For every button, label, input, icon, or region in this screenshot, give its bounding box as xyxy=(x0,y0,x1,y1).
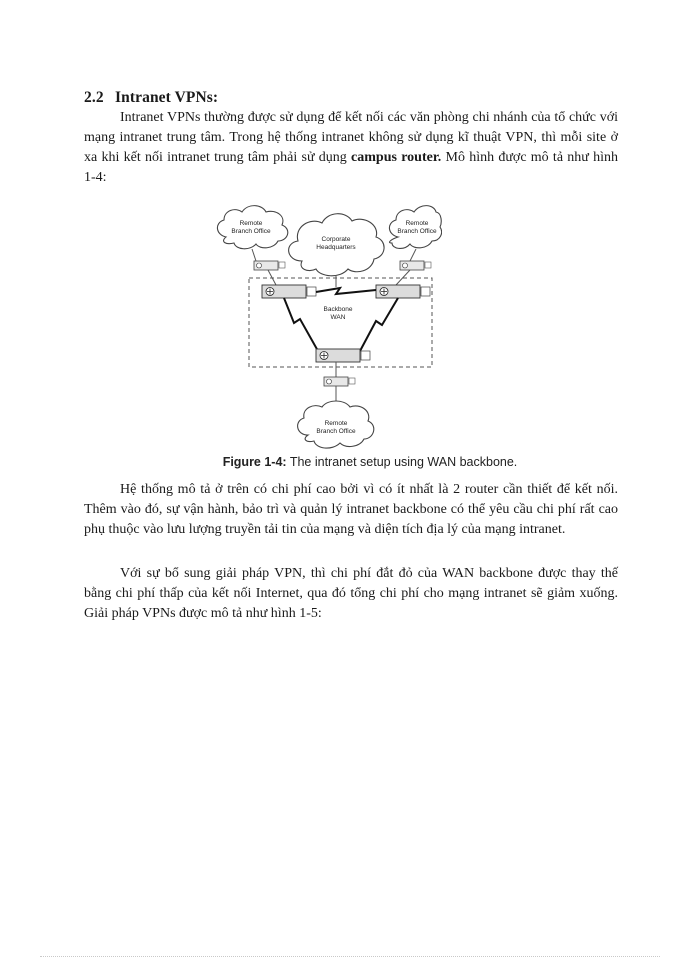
router-left xyxy=(262,285,316,298)
corporate-hq-cloud xyxy=(289,214,384,276)
router-center xyxy=(316,349,370,362)
paragraph-intro-tail: Mô hình được mô tả như hình 1-4: xyxy=(84,150,619,185)
section-title: Intranet VPNs: xyxy=(115,89,219,106)
corporate-label-1: Corporate xyxy=(321,236,351,243)
figure-caption-text: The intranet setup using WAN backbone. xyxy=(286,455,518,469)
remote-left-label-2: Branch Office xyxy=(231,228,271,235)
wan-link-left xyxy=(284,298,318,351)
remote-left-label-1: Remote xyxy=(239,220,263,227)
remote-right-label-1: Remote xyxy=(405,220,429,227)
switch-left xyxy=(254,261,285,270)
paragraph-cost xyxy=(84,480,618,540)
paragraph-intro-bold: campus router. xyxy=(351,150,442,165)
remote-branch-cloud-bottom xyxy=(298,401,374,448)
page-bottom-divider xyxy=(40,956,660,957)
corporate-label-2: Headquarters xyxy=(316,244,356,251)
section-number: 2.2 xyxy=(84,89,104,106)
backbone-label-2: WAN xyxy=(330,314,346,321)
paragraph-cost-text: Hệ thống mô tả ở trên có chi phí cao bởi vì có ít nhất là 2 router cần thiết để kết nối. Thêm vào đó, sự vận hành, bảo trì và quản lý intranet backbone có thể yêu cầu chi phí rất cao phụ thuộc vào lưu lượng truyền tải tin của mạng và diện tích địa lý của mạng intranet. xyxy=(84,482,618,537)
wan-link-top xyxy=(316,288,376,294)
router-right xyxy=(376,285,430,298)
remote-bottom-label-1: Remote xyxy=(324,420,348,427)
wan-link-right xyxy=(360,298,398,351)
section-heading xyxy=(84,89,218,107)
network-diagram xyxy=(212,199,442,453)
switch-right xyxy=(400,261,431,270)
remote-bottom-label-2: Branch Office xyxy=(316,428,356,435)
backbone-label-1: Backbone xyxy=(323,306,353,313)
remote-right-label-2: Branch Office xyxy=(397,228,437,235)
figure-caption-label: Figure 1-4: xyxy=(222,455,287,469)
switch-bottom xyxy=(324,377,355,386)
paragraph-vpn-solution xyxy=(84,564,618,624)
figure-caption xyxy=(160,455,580,469)
paragraph-intro xyxy=(84,108,618,188)
remote-branch-cloud-right xyxy=(389,206,441,249)
paragraph-vpn-solution-text: Với sự bổ sung giải pháp VPN, thì chi phí đắt đỏ của WAN backbone được thay thế bằng chi phí thấp của kết nối Internet, qua đó tổng chi phí cho mạng intranet sẽ giảm xuống. Giải pháp VPNs được mô tả như hình 1-5: xyxy=(84,566,618,621)
remote-branch-cloud-left xyxy=(217,206,287,249)
paragraph-intro-text: Intranet VPNs thường được sử dụng để kết nối các văn phòng chi nhánh của tổ chức với mạng intranet trung tâm. Trong hệ thống intranet không sử dụng kĩ thuật VPN, thì mỗi site ở xa khi kết nối intranet trung tâm phải sử dụng xyxy=(84,110,618,165)
